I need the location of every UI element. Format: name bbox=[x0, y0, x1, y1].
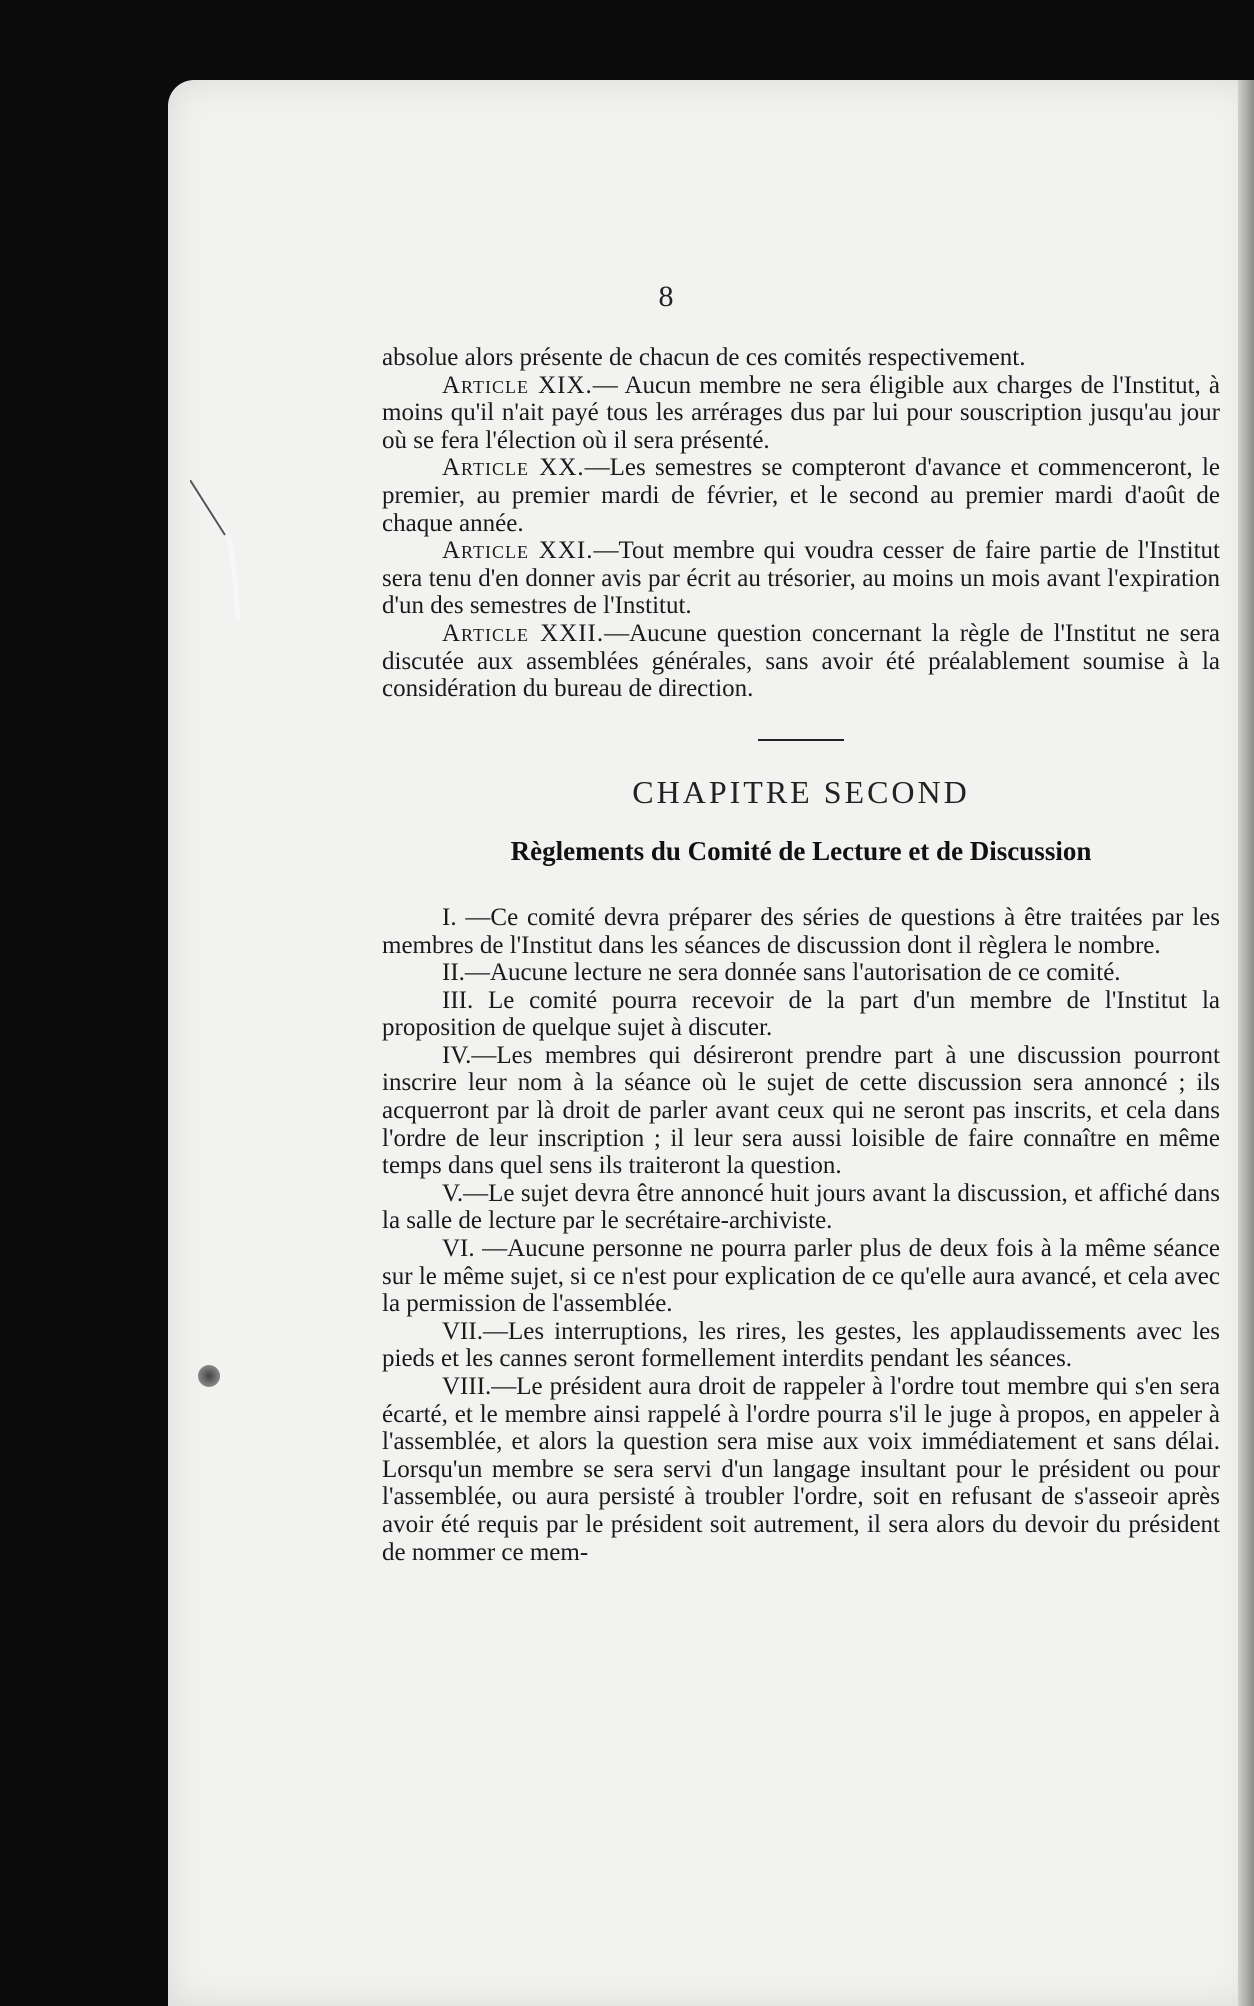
binding-hole bbox=[198, 1365, 220, 1387]
article-19-label: Article XIX. bbox=[442, 371, 593, 399]
rule-6: VI. —Aucune personne ne pourra parler plus de deux fois à la même séance sur le même sujet, si ce n'est pour explication de ce qu'elle aura avancé, et cela avec la permission de l'assemblée. bbox=[382, 1235, 1220, 1318]
rule-7: VII.—Les interruptions, les rires, les gestes, les applaudissements avec les pieds et les cannes seront formellement interdits pendant les séances. bbox=[382, 1317, 1220, 1373]
article-20 bbox=[382, 454, 1220, 537]
article-21 bbox=[382, 537, 1220, 620]
carryover-line: absolue alors présente de chacun de ces comités respectivement. bbox=[382, 344, 1026, 371]
section-divider bbox=[758, 739, 844, 741]
chapter-title: CHAPITRE SECOND bbox=[632, 773, 970, 810]
article-22-label: Article XXII. bbox=[442, 619, 605, 647]
article-21-text: —Tout membre qui voudra cesser de faire partie de l'Institut sera tenu d'en donner avis par écrit au trésorier, au moins un mois avant l'expiration d'un des semestres de l'Institut. bbox=[382, 537, 1220, 620]
article-22 bbox=[382, 620, 1220, 703]
rule-4: IV.—Les membres qui désireront prendre part à une discussion pourront inscrire leur nom à la séance où le sujet de cette discussion sera annoncé ; ils acquerront par là droit de parler avant ceux qui ne seront pas inscrits, et cela dans l'ordre de leur inscription ; il leur sera aussi loisible de faire connaître en même temps dans quel sens ils traiteront la question. bbox=[382, 1041, 1220, 1180]
margin-pencil-mark bbox=[190, 480, 260, 630]
article-20-label: Article XX. bbox=[442, 454, 585, 482]
section-title: Règlements du Comité de Lecture et de Discussion bbox=[510, 836, 1092, 867]
page-edge bbox=[1238, 80, 1254, 2006]
page-text bbox=[382, 344, 1220, 1566]
rule-8: VIII.—Le président aura droit de rappeler à l'ordre tout membre qui s'en sera écarté, et le membre ainsi rappelé à l'ordre pourra s'il le juge à propos, en appeler à l'assemblée, et alors la question sera mise aux voix immédiatement et sans délai. Lorsqu'un membre se sera servi d'un langage insultant pour le président ou pour l'assemblée, ou aura persisté à troubler l'ordre, soit en refusant de s'asseoir après avoir été requis par le président soit autrement, il sera alors du devoir du président de nommer ce mem- bbox=[382, 1373, 1220, 1566]
rule-1: I. —Ce comité devra préparer des séries de questions à être traitées par les membres de l'Institut dans les séances de discussion dont il règlera le nombre. bbox=[382, 903, 1220, 959]
article-19 bbox=[382, 372, 1220, 455]
page-number: 8 bbox=[658, 280, 674, 313]
rule-5: V.—Le sujet devra être annoncé huit jours avant la discussion, et affiché dans la salle de lecture par le secrétaire-archiviste. bbox=[382, 1179, 1220, 1235]
article-21-label: Article XXI. bbox=[442, 537, 594, 565]
rule-3: III. Le comité pourra recevoir de la part d'un membre de l'Institut la proposition de quelque sujet à discuter. bbox=[382, 986, 1220, 1042]
article-22-text: —Aucune question concernant la règle de l'Institut ne sera discutée aux assemblées générales, sans avoir été préalablement soumise à la considération du bureau de direction. bbox=[382, 619, 1220, 703]
article-20-text: —Les semestres se compteront d'avance et commenceront, le premier, au premier mardi de février, et le second au premier mardi d'août de chaque année. bbox=[382, 454, 1220, 537]
rule-2: II.—Aucune lecture ne sera donnée sans l'autorisation de ce comité. bbox=[442, 959, 1121, 987]
article-19-text: — Aucun membre ne sera éligible aux charges de l'Institut, à moins qu'il n'ait payé tous les arrérages dus par lui pour souscription jusqu'au jour où se fera l'élection où il sera présenté. bbox=[382, 371, 1221, 454]
